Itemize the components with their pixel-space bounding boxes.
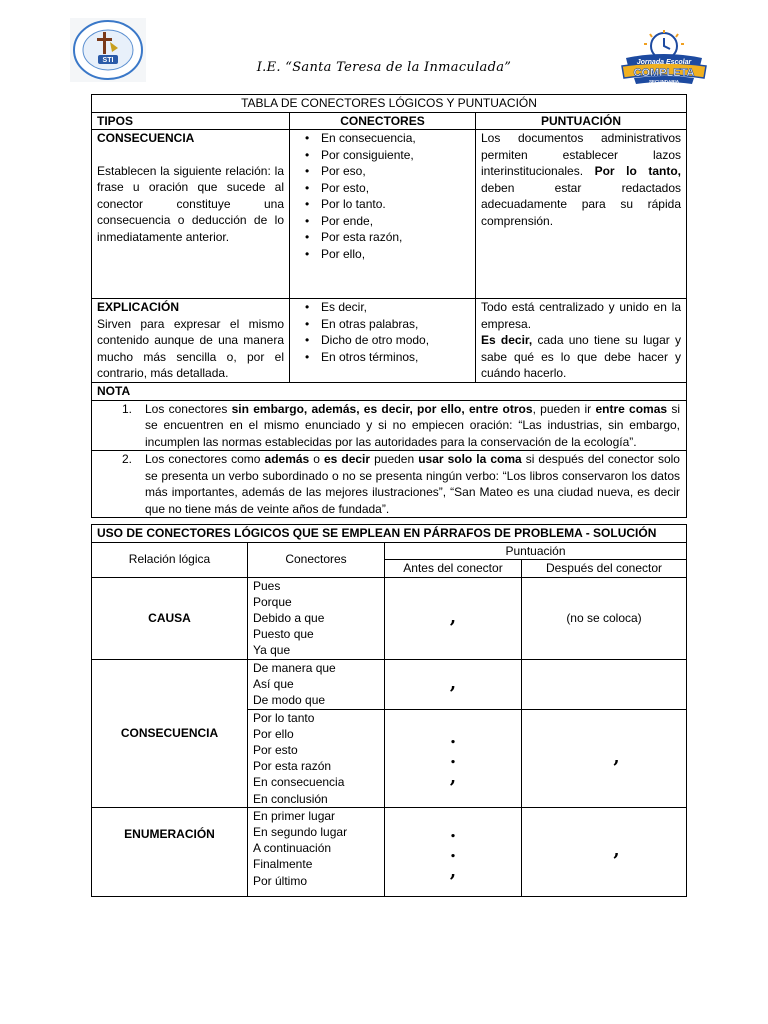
header-puntuacion: PUNTUACIÓN <box>476 112 687 130</box>
list-item: Porque <box>253 594 292 609</box>
tipo-label: EXPLICACIÓN <box>97 300 180 314</box>
tipo-description: Sirven para expresar el mismo contenido aunque de una manera mucho más sencilla o, por el contrario, más detallada. <box>97 316 284 380</box>
nota-bold: sin embargo, además, es decir, por ello, entre otros <box>231 401 533 416</box>
logo-badge-text: STI <box>102 57 114 64</box>
nota-bold: usar solo la coma <box>418 452 522 466</box>
nota-label: NOTA <box>92 383 687 401</box>
ejemplo-explicacion-cell <box>476 299 687 383</box>
nota-number: 1. <box>122 401 133 416</box>
relacion-enumeracion: ENUMERACIÓN <box>92 807 248 896</box>
causa-despues: (no se coloca) <box>522 577 687 659</box>
conectores-explicacion-cell <box>290 299 476 383</box>
list-item: En conclusión <box>253 791 328 806</box>
list-item: • En consecuencia, <box>295 130 470 147</box>
list-item: • Por ende, <box>295 213 470 230</box>
list-item: Por esta razón <box>253 759 332 774</box>
conectores-enumeracion <box>248 807 385 896</box>
punct-mark: , <box>449 860 457 882</box>
tipo-consecuencia-cell <box>92 130 290 299</box>
tipo-explicacion-cell <box>92 299 290 383</box>
list-item: Por esto <box>253 742 298 757</box>
list-item: • Por esto, <box>295 180 470 197</box>
page-header <box>0 0 768 92</box>
conectores-consecuencia-1 <box>248 659 385 709</box>
nota-item-2 <box>92 451 687 518</box>
logo-text-jornada: Jornada Escolar <box>636 59 692 66</box>
list-item: Ya que <box>253 643 291 658</box>
consecuencia-antes-mark: , <box>385 659 522 709</box>
list-item: • Por ello, <box>295 246 470 263</box>
enumeracion-antes-marks <box>385 807 522 896</box>
list-item: • Por eso, <box>295 163 470 180</box>
header-relacion: Relación lógica <box>92 542 248 577</box>
list-item: • Es decir, <box>295 299 470 316</box>
ejemplo-consecuencia-cell <box>476 130 687 299</box>
header-antes: Antes del conector <box>385 560 522 578</box>
nota-text: pueden <box>370 452 419 466</box>
logo-text-secundaria: SECUNDARIA <box>648 79 680 84</box>
list-item: Finalmente <box>253 857 313 872</box>
list-item: • En otros términos, <box>295 349 470 366</box>
punct-mark: . <box>449 820 457 842</box>
list-item: • Por esta razón, <box>295 229 470 246</box>
nota-bold: además <box>264 452 310 466</box>
list-item: Así que <box>253 676 294 691</box>
list-item: Pues <box>253 578 281 593</box>
nota-text: Los conectores <box>145 401 232 416</box>
header-tipos: TIPOS <box>92 112 290 130</box>
list-item: De modo que <box>253 692 326 707</box>
conectores-consecuencia-cell <box>290 130 476 299</box>
conectores-consecuencia-2 <box>248 709 385 807</box>
example-text: cada uno tiene su lugar y sabe qué es lo que debe hacer y cuándo hacerlo. <box>481 333 681 380</box>
nota-bold: es decir <box>323 452 371 466</box>
enumeracion-despues-mark: , <box>522 807 687 896</box>
consecuencia-despues-empty <box>522 659 687 709</box>
nota-text: Los conectores como <box>145 452 265 466</box>
list-item: • Dicho de otro modo, <box>295 332 470 349</box>
header-conectores: CONECTORES <box>290 112 476 130</box>
problem-solution-connectors-table <box>91 524 687 897</box>
causa-antes-mark: , <box>385 577 522 659</box>
list-item: • En otras palabras, <box>295 316 470 333</box>
example-connector: Es decir, <box>481 333 533 347</box>
consecuencia-antes-marks <box>385 709 522 807</box>
conectores-causa <box>248 577 385 659</box>
header-puntuacion: Puntuación <box>385 542 687 560</box>
list-item: • Por consiguiente, <box>295 147 470 164</box>
logo-text-completa: COMPLETA <box>633 67 695 79</box>
list-item: A continuación <box>253 841 332 856</box>
punct-mark: . <box>449 840 457 862</box>
jornada-logo <box>620 30 708 86</box>
school-title: I.E. “Santa Teresa de la Inmaculada” <box>256 60 512 75</box>
connectors-punctuation-table <box>91 94 687 518</box>
list-item: En primer lugar <box>253 808 336 823</box>
header-conectores: Conectores <box>248 542 385 577</box>
tipo-label: CONSECUENCIA <box>97 131 195 145</box>
list-item: En segundo lugar <box>253 824 348 839</box>
list-item: Por ello <box>253 726 294 741</box>
list-item: De manera que <box>253 660 336 675</box>
nota-text: , pueden ir <box>532 401 596 416</box>
list-item: Puesto que <box>253 627 314 642</box>
nota-item-1 <box>92 400 687 451</box>
nota-text: o <box>309 452 324 466</box>
nota-text: si se encuentren en el mismo enunciado y si no empiecen oración: “Las industrias, sin embargo, incumplen las normas establecidas por las autoridades para la conservación de la ecología”. <box>145 401 681 449</box>
table2-title: USO DE CONECTORES LÓGICOS QUE SE EMPLEAN EN PÁRRAFOS DE PROBLEMA - SOLUCIÓN <box>92 525 687 543</box>
punct-mark: , <box>449 767 457 789</box>
header-despues: Después del conector <box>522 560 687 578</box>
relacion-consecuencia: CONSECUENCIA <box>92 659 248 807</box>
consecuencia-despues-mark: , <box>522 709 687 807</box>
example-text: Todo está centralizado y unido en la empresa. <box>481 300 681 331</box>
relacion-causa: CAUSA <box>92 577 248 659</box>
nota-number: 2. <box>122 452 133 466</box>
punct-mark: . <box>449 727 457 749</box>
list-item: Por último <box>253 873 308 888</box>
example-text: Los documentos administrativos permiten establecer lazos interinstitucionales. <box>481 131 681 178</box>
nota-bold: entre comas <box>595 401 668 416</box>
punct-mark: . <box>449 747 457 769</box>
example-text: deben estar redactados adecuadamente para su rápida comprensión. <box>481 180 681 228</box>
tipo-description: Establecen la siguiente relación: la frase u oración que sucede al conector constituye una consecuencia o deducción de lo inmediatamente anterior. <box>97 163 284 244</box>
list-item: En consecuencia <box>253 775 345 790</box>
nota-text: si después del conector solo se presenta un verbo subordinado o no se presenta ningún verbo: “Los libros conservaron los datos más importantes, además de las mejores ilustraciones”, “San Mateo es una ciudad nueva, es decir que no tiene más de veinte años de fundada”. <box>145 452 680 516</box>
list-item: Debido a que <box>253 610 325 625</box>
table1-title: TABLA DE CONECTORES LÓGICOS Y PUNTUACIÓN <box>92 95 687 113</box>
list-item: • Por lo tanto. <box>295 196 470 213</box>
list-item: Por lo tanto <box>253 710 315 725</box>
example-connector: Por lo tanto, <box>594 164 681 178</box>
